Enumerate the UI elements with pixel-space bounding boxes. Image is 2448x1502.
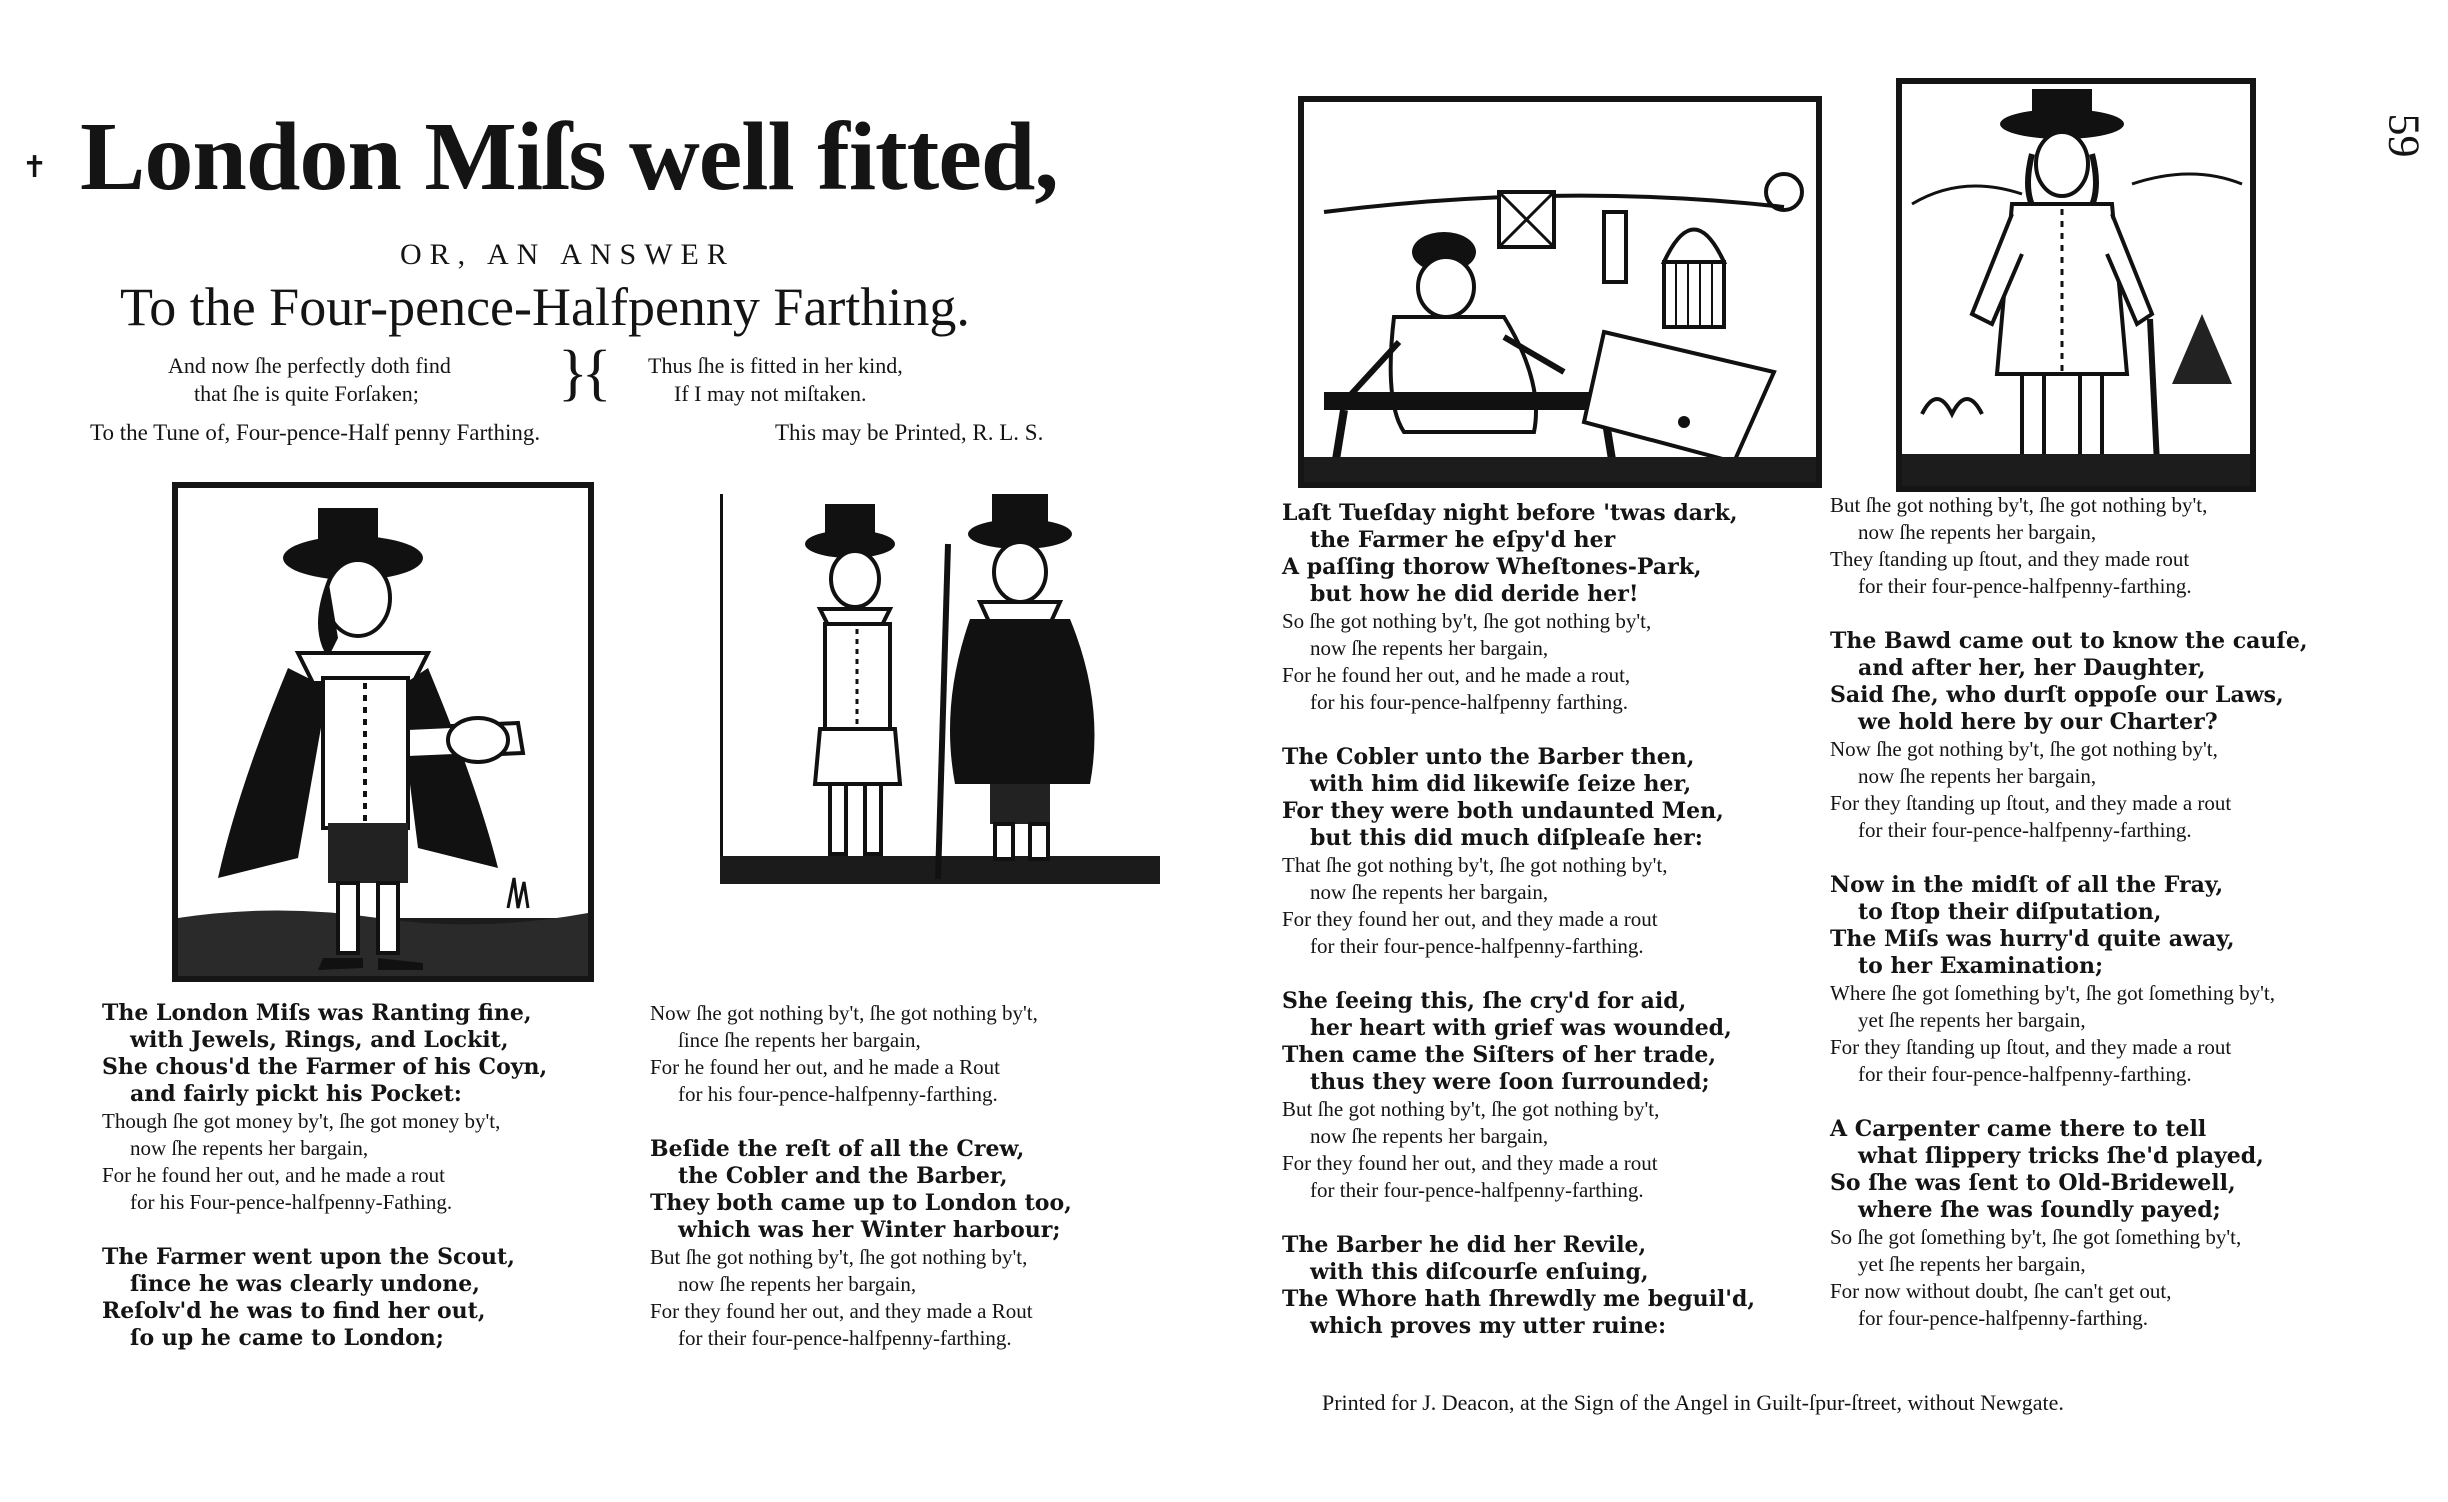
epigraph-left-line-1: And now ſhe perfectly doth find [168,353,451,378]
verse-line: The Bawd came out to know the cauſe, [1830,628,2308,654]
stanza [1282,744,1755,960]
verse-line: to her Examination; [1858,953,2104,979]
verse-column-4 [1830,492,2308,1360]
epigraph-left-line-2: that ſhe is quite Forſaken; [194,381,419,406]
verse-line: For they were both undaunted Men, [1282,798,1724,824]
stanza [102,1000,547,1216]
verse-line: for their four-pence-halfpenny-farthing. [1858,818,2192,842]
epigraph-right-line-1: Thus ſhe is fitted in her kind, [648,353,903,378]
verse-line: what ſlippery tricks ſhe'd played, [1858,1143,2264,1169]
verse-line: now ſhe repents her bargain, [1858,764,2097,788]
stanza [650,1000,1072,1108]
verse-line: for their four-pence-halfpenny-farthing. [1858,574,2192,598]
epigraph-brace: }{ [558,339,606,407]
verse-line: with Jewels, Rings, and Lockit, [130,1027,509,1053]
verse-line: yet ſhe repents her bargain, [1858,1008,2086,1032]
verse-line: which proves my utter ruine: [1310,1313,1667,1339]
verse-line: For they ſtanding up ſtout, and they made a rout [1830,1035,2232,1059]
verse-line: For they found her out, and they made a rout [1282,907,1658,931]
verse-line: Where ſhe got ſomething by't, ſhe got ſomething by't, [1830,981,2275,1005]
verse-line: but this did much diſpleaſe her: [1310,825,1703,851]
verse-line: The London Miſs was Ranting fine, [102,1000,532,1026]
verse-line: ſince ſhe repents her bargain, [678,1028,921,1052]
verse-line: now ſhe repents her bargain, [1858,520,2097,544]
verse-line: for four-pence-halfpenny-farthing. [1858,1306,2148,1330]
verse-line: So ſhe got ſomething by't, ſhe got ſomething by't, [1830,1225,2242,1249]
verse-line: Though ſhe got money by't, ſhe got money by't, [102,1109,501,1133]
verse-line: But ſhe got nothing by't, ſhe got nothing by't, [650,1245,1028,1269]
stanza [102,1244,547,1352]
verse-line: for their four-pence-halfpenny-farthing. [1858,1062,2192,1086]
verse-line: now ſhe repents her bargain, [1310,880,1549,904]
tune-line: To the Tune of, Four-pence-Half penny Farthing. [90,420,541,445]
gentleman-woodcut-art [178,488,588,976]
woodcut-gentleman [172,482,594,982]
verse-line: with this diſcourſe enſuing, [1310,1259,1649,1285]
verse-line: For now without doubt, ſhe can't get out, [1830,1279,2172,1303]
verse-line: and fairly pickt his Pocket: [130,1081,462,1107]
verse-line: That ſhe got nothing by't, ſhe got nothing by't, [1282,853,1668,877]
verse-line: for his four-pence-halfpenny-farthing. [678,1082,998,1106]
verse-line: for their four-pence-halfpenny-farthing. [1310,934,1644,958]
verse-line: ſo up he came to London; [130,1325,444,1351]
verse-line: The Farmer went upon the Scout, [102,1244,515,1270]
epigraph-right-line-2: If I may not miſtaken. [674,381,867,406]
verse-line: where ſhe was ſoundly payed; [1858,1197,2221,1223]
verse-line: So ſhe got nothing by't, ſhe got nothing by't, [1282,609,1652,633]
verse-line: They both came up to London too, [650,1190,1072,1216]
verse-line: But ſhe got nothing by't, ſhe got nothing by't, [1830,493,2208,517]
verse-line: but how he did deride her! [1310,581,1639,607]
verse-line: But ſhe got nothing by't, ſhe got nothing by't, [1282,1097,1660,1121]
verse-line: Laſt Tueſday night before 'twas dark, [1282,500,1738,526]
verse-line: thus they were ſoon ſurrounded; [1310,1069,1710,1095]
verse-line: for their four-pence-halfpenny-farthing. [678,1326,1012,1350]
verse-line: For he found her out, and he made a rout [102,1163,445,1187]
verse-column-1 [102,1000,547,1380]
verse-line: now ſhe repents her bargain, [1310,636,1549,660]
stanza [1830,492,2308,600]
stanza [1830,872,2308,1088]
woodcut-barber [1298,96,1822,488]
verse-line: now ſhe repents her bargain, [678,1272,917,1296]
woodcut-farmer [1896,78,2256,492]
epigraph-left [168,352,451,408]
page-number: 59 [2379,113,2429,158]
verse-line: The Cobler unto the Barber then, [1282,744,1695,770]
verse-line: A paſſing thorow Wheſtones-Park, [1282,554,1702,580]
verse-line: to ſtop their diſputation, [1858,899,2162,925]
verse-column-2 [650,1000,1072,1380]
stanza [1830,1116,2308,1332]
verse-line: now ſhe repents her bargain, [130,1136,369,1160]
verse-line: Said ſhe, who durſt oppoſe our Laws, [1830,682,2284,708]
verse-line: Reſolv'd he was to find her out, [102,1298,486,1324]
verse-column-3 [1282,500,1755,1368]
verse-line: For he found her out, and he made a rout, [1282,663,1631,687]
verse-line: we hold here by our Charter? [1858,709,2218,735]
verse-line: with him did likewiſe ſeize her, [1310,771,1692,797]
verse-line: She ſeeing this, ſhe cry'd for aid, [1282,988,1687,1014]
verse-line: The Whore hath ſhrewdly me beguil'd, [1282,1286,1756,1312]
verse-line: ſince he was clearly undone, [130,1271,480,1297]
verse-line: her heart with grief was wounded, [1310,1015,1732,1041]
verse-line: Now ſhe got nothing by't, ſhe got nothing by't, [650,1001,1038,1025]
verse-line: She chous'd the Farmer of his Coyn, [102,1054,548,1080]
stanza [1830,628,2308,844]
verse-line: The Miſs was hurry'd quite away, [1830,926,2235,952]
verse-line: which was her Winter harbour; [678,1217,1061,1243]
stanza [1282,988,1755,1204]
verse-line: So ſhe was ſent to Old-Bridewell, [1830,1170,2236,1196]
ballad-answer-title: To the Four-pence-Halfpenny Farthing. [120,277,970,337]
verse-line: the Farmer he eſpy'd her [1310,527,1616,553]
stanza [650,1136,1072,1352]
verse-line: yet ſhe repents her bargain, [1858,1252,2086,1276]
margin-mark: ✝ [22,151,48,184]
license-line: This may be Printed, R. L. S. [775,420,1044,445]
barber-woodcut-art [1304,102,1816,482]
verse-line: for their four-pence-halfpenny-farthing. [1310,1178,1644,1202]
verse-line: The Barber he did her Revile, [1282,1232,1647,1258]
verse-line: Then came the Siſters of her trade, [1282,1042,1717,1068]
stanza [1282,500,1755,716]
ballad-title: London Miſs well fitted, [80,103,1058,211]
verse-line: Now in the midſt of all the Fray, [1830,872,2224,898]
verse-line: Beſide the reſt of all the Crew, [650,1136,1025,1162]
verse-line: They ſtanding up ſtout, and they made rout [1830,547,2190,571]
verse-line: Now ſhe got nothing by't, ſhe got nothing by't, [1830,737,2218,761]
verse-line: For they ſtanding up ſtout, and they made a rout [1830,791,2232,815]
verse-line: For they found her out, and they made a rout [1282,1151,1658,1175]
verse-line: for his Four-pence-halfpenny-Fathing. [130,1190,453,1214]
colophon: Printed for J. Deacon, at the Sign of the Angel in Guilt-ſpur-ſtreet, without Newgate. [1322,1390,2064,1415]
ballad-subtitle: OR, AN ANSWER [400,238,735,271]
verse-line: and after her, her Daughter, [1858,655,2206,681]
verse-line: for his four-pence-halfpenny farthing. [1310,690,1628,714]
stanza [1282,1232,1755,1340]
verse-line: For they found her out, and they made a Rout [650,1299,1033,1323]
epigraph-right [648,352,903,408]
verse-line: For he found her out, and he made a Rout [650,1055,1000,1079]
woodcut-pair [720,484,1160,924]
verse-line: now ſhe repents her bargain, [1310,1124,1549,1148]
verse-line: the Cobler and the Barber, [678,1163,1008,1189]
verse-line: A Carpenter came there to tell [1830,1116,2207,1142]
pair-woodcut-art [720,484,1160,924]
farmer-woodcut-art [1902,84,2250,486]
